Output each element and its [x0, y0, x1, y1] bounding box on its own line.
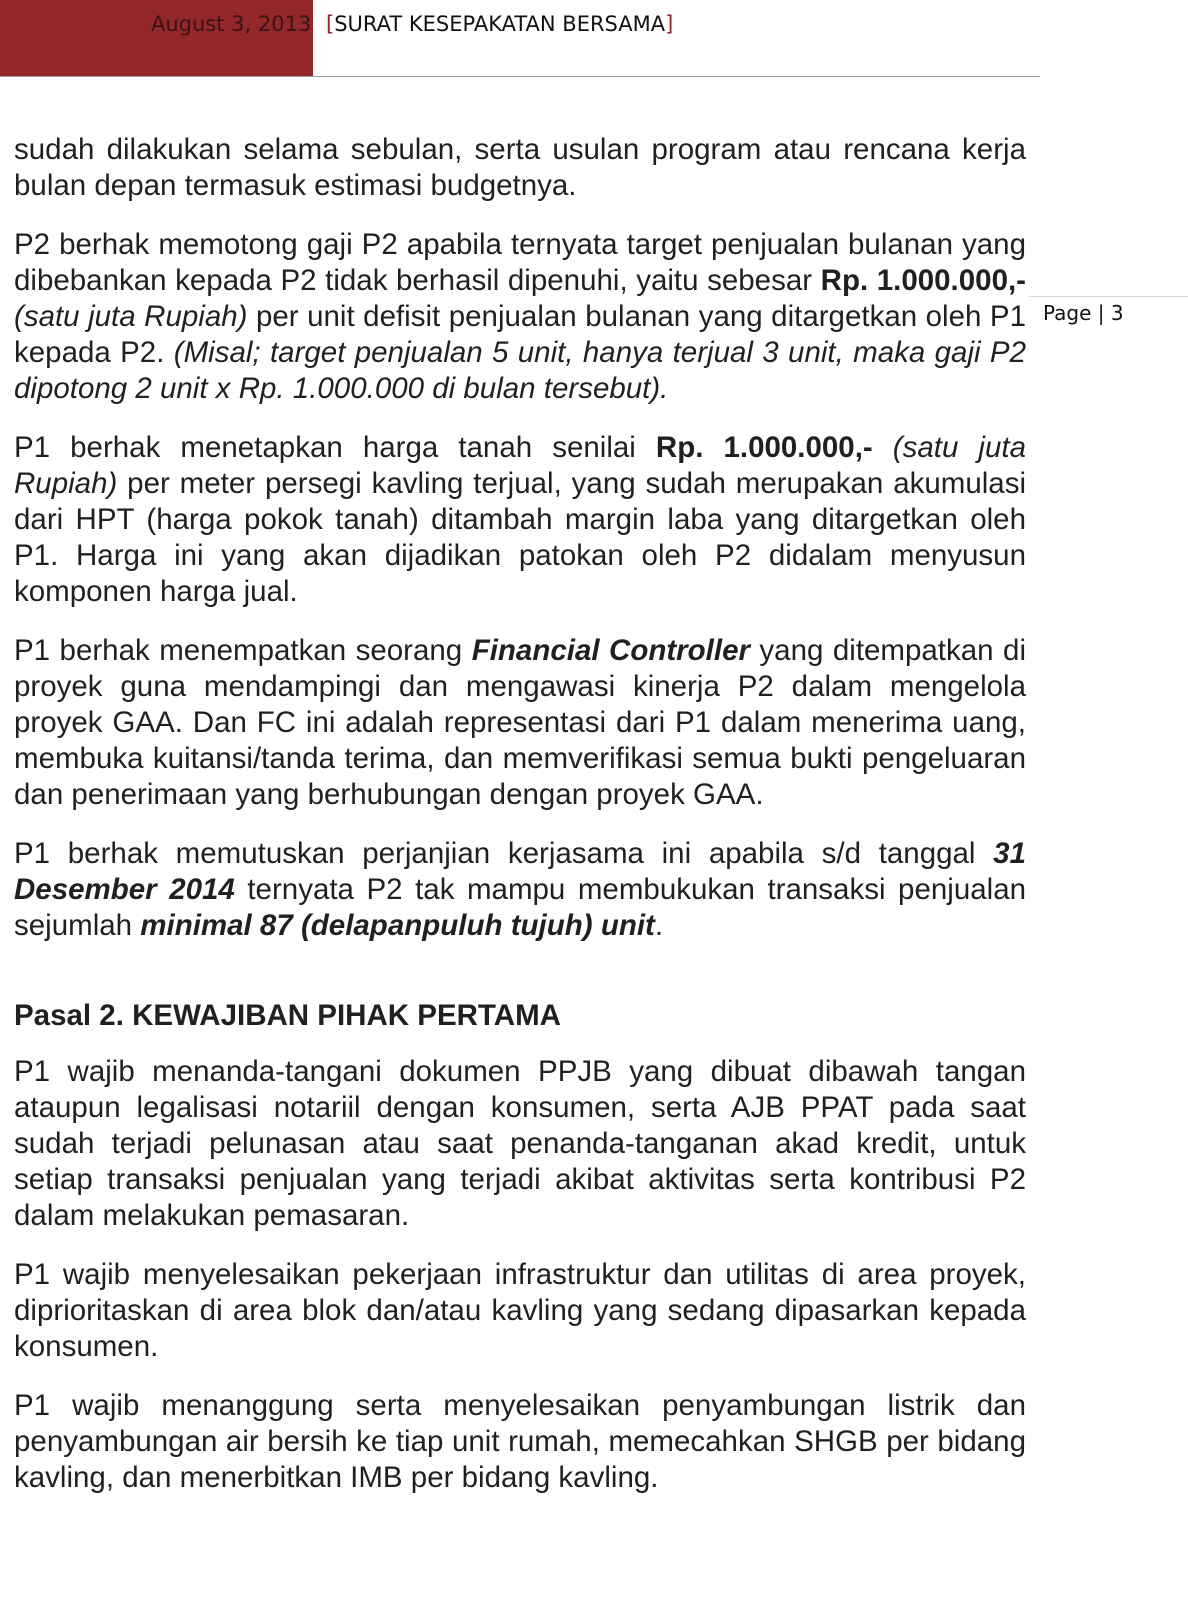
text-run: per meter persegi kavling terjual, yang sudah merupakan akumulasi dari HPT (harga pokok tanah) ditambah margin laba yang ditargetkan oleh P1. Harga ini yang akan dijadikan patokan oleh P2 didalam menyusun komponen harga jual.: [14, 467, 1026, 608]
paragraph-continuation: sudah dilakukan selama sebulan, serta usulan program atau rencana kerja bulan depan termasuk estimasi budgetnya.: [14, 133, 1026, 202]
bold-italic-date: 31 Desember 2014: [14, 837, 1026, 906]
text-run: per unit defisit penjualan bulanan yang ditargetkan oleh P1 kepada P2.: [14, 300, 1026, 369]
header-divider: [0, 76, 1040, 77]
text-run: yang ditempatkan di proyek guna mendampingi dan mengawasi kinerja P2 dalam mengelola proyek GAA. Dan FC ini adalah representasi dari P1 dalam menerima uang, membuka kuitansi/tanda terima, dan memverifikasi semua bukti pengeluaran dan penerimaan yang berhubungan dengan proyek GAA.: [14, 634, 1026, 811]
bold-italic-minimum: minimal 87 (delapanpuluh tujuh) unit: [140, 909, 655, 942]
document-body: [14, 132, 1026, 1519]
bold-italic-term: Financial Controller: [471, 634, 750, 667]
paragraph-termination: [14, 836, 1026, 944]
header-bracket-open: [: [326, 12, 335, 36]
text-run: P1 berhak menetapkan harga tanah senilai: [14, 431, 656, 464]
header-date: August 3, 2013: [151, 12, 312, 36]
text-run: P1 berhak memutuskan perjanjian kerjasama ini apabila s/d tanggal: [14, 837, 994, 870]
paragraph-land-price: [14, 430, 1026, 610]
paragraph-infrastructure: P1 wajib menyelesaikan pekerjaan infrastruktur dan utilitas di area proyek, diprioritaskan di area blok dan/atau kavling yang sedang dipasarkan kepada konsumen.: [14, 1258, 1026, 1363]
section-heading: Pasal 2. KEWAJIBAN PIHAK PERTAMA: [14, 999, 561, 1032]
text-run: .: [654, 909, 664, 942]
header-bracket-close: ]: [665, 12, 674, 36]
text-run: [873, 431, 893, 464]
paragraph-financial-controller: [14, 633, 1026, 813]
paragraph-utilities: P1 wajib menanggung serta menyelesaikan penyambungan listrik dan penyambungan air bersih ke tiap unit rumah, memecahkan SHGB per bidang kavling, dan menerbitkan IMB per bidang kavling.: [14, 1389, 1026, 1494]
paragraph-salary-deduction: [14, 227, 1026, 407]
text-run: P1 berhak menempatkan seorang: [14, 634, 472, 667]
header-title-text: SURAT KESEPAKATAN BERSAMA: [334, 12, 666, 36]
text-run: P2 berhak memotong gaji P2 apabila ternyata target penjualan bulanan yang dibebankan kepada P2 tidak berhasil dipenuhi, yaitu sebesar: [14, 228, 1026, 297]
paragraph-ppjb: P1 wajib menanda-tangani dokumen PPJB yang dibuat dibawah tangan ataupun legalisasi notariil dengan konsumen, serta AJB PPAT pada saat sudah terjadi pelunasan atau saat penanda-tanganan akad kredit, untuk setiap transaksi penjualan yang terjadi akibat aktivitas serta kontribusi P2 dalam melakukan pemasaran.: [14, 1055, 1026, 1232]
italic-amount-words: (satu juta Rupiah): [14, 300, 248, 333]
bold-amount: Rp. 1.000.000,-: [655, 431, 873, 464]
page-number: Page | 3: [1043, 301, 1124, 325]
text-run: ternyata P2 tak mampu membukukan transaksi penjualan sejumlah: [14, 873, 1027, 942]
header-title: [326, 12, 673, 36]
bold-amount: Rp. 1.000.000,-: [820, 264, 1026, 297]
italic-example: (Misal; target penjualan 5 unit, hanya terjual 3 unit, maka gaji P2 dipotong 2 unit x Rp. 1.000.000 di bulan tersebut).: [14, 336, 1026, 405]
italic-amount-words: (satu juta Rupiah): [14, 431, 1026, 500]
page-number-divider: [1029, 296, 1188, 297]
